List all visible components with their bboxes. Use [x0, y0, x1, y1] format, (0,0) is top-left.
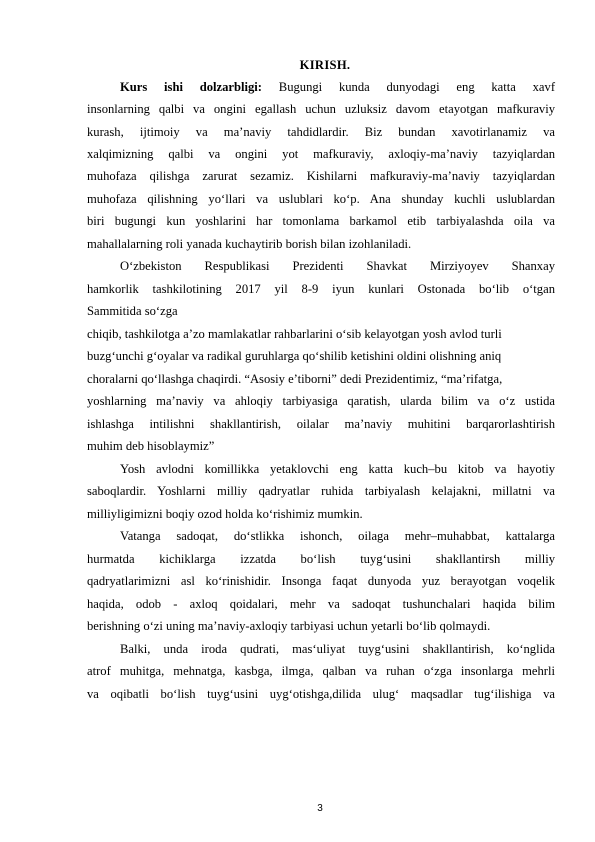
paragraph-line: atrof muhitga, mehnatga, kasbga, ilmga, qalban va ruhan o‘zga insonlarga mehrli [87, 664, 555, 678]
paragraph-line: choralarni qo‘llashga chaqirdi. “Asosiy e’tiborni” dedi Prezidentimiz, “ma’rifatga, [87, 372, 503, 386]
paragraph-line: insonlarning qalbi va ongini egallash uchun uzluksiz davom etayotgan mafkuraviy [87, 102, 555, 116]
paragraph-line: muhofaza qilishga zarurat sezamiz. Kishilarni mafkuraviy-ma’naviy tazyiqlardan [87, 169, 555, 183]
paragraph-line: muhim deb hisoblaymiz” [87, 439, 215, 453]
paragraph-line: biri bugungi kun yoshlarini har tomonlama barkamol etib tarbiyalashda oila va [87, 214, 555, 228]
paragraph-line: yoshlarning ma’naviy va ahloqiy tarbiyasiga qaratish, ularda bilim va o‘z ustida [87, 394, 555, 408]
paragraph-line: saboqlardir. Yoshlarni milliy qadryatlar ruhida tarbiyalash kelajakni, millatni va [87, 484, 555, 498]
section-title: KIRISH. [299, 58, 351, 72]
paragraph-line: muhofaza qilishning yo‘llari va uslublari ko‘p. Ana shunday kuchli uslublardan [87, 192, 555, 206]
paragraph-line: berishning o‘zi uning ma’naviy-axloqiy tarbiyasi uchun yetarli bo‘lib qolmaydi. [87, 619, 491, 633]
paragraph-line: haqida, odob - axloq qoidalari, mehr va sadoqat tushunchalari haqida bilim [87, 597, 555, 611]
paragraph-line: qadryatlarimizni asl ko‘rinishidir. Insonga faqat dunyoda yuz berayotgan voqelik [87, 574, 555, 588]
paragraph-line: buzg‘unchi g‘oyalar va radikal guruhlarga qo‘shilib ketishini oldini olishning aniq [87, 349, 502, 363]
paragraph-line: chiqib, tashkilotga a’zo mamlakatlar rahbarlarini o‘sib kelayotgan yosh avlod turli [87, 327, 502, 341]
paragraph-line: Balki, unda iroda qudrati, mas‘uliyat tuyg‘usini shakllantirish, ko‘nglida [120, 642, 555, 656]
paragraph-line: Vatanga sadoqat, do‘stlikka ishonch, oilaga mehr–muhabbat, kattalarga [120, 529, 555, 543]
paragraph-line: va oqibatli bo‘lish tuyg‘usini uyg‘otishga,dilida ulug‘ maqsadlar tug‘ilishiga va [87, 687, 555, 701]
paragraph-line: xalqimizning qalbi va ongini yot mafkuraviy, axloqiy-ma’naviy tazyiqlardan [87, 147, 555, 161]
paragraph-line: hamkorlik tashkilotining 2017 yil 8-9 iyun kunlari Ostonada bo‘lib o‘tgan [87, 282, 555, 296]
paragraph-line: O‘zbekiston Respublikasi Prezidenti Shavkat Mirziyoyev Shanxay [120, 259, 555, 273]
paragraph-line: Yosh avlodni komillikka yetaklovchi eng katta kuch–bu kitob va hayotiy [120, 462, 555, 476]
paragraph-line: ishlashga intilishni shakllantirish, oilalar ma’naviy muhitini barqarorlashtirish [87, 417, 555, 431]
paragraph-text: Bugungi kunda dunyodagi eng katta xavf [278, 80, 556, 94]
paragraph-line: mahallalarning roli yanada kuchaytirib borish bilan izohlaniladi. [87, 237, 412, 251]
paragraph-line: kurash, ijtimoiy va ma’naviy tahdidlardir. Biz bundan xavotirlanamiz va [87, 125, 555, 139]
paragraph-line [120, 79, 555, 95]
paragraph-line: hurmatda kichiklarga izzatda bo‘lish tuyg‘usini shakllantirsh milliy [87, 552, 555, 566]
paragraph-line: milliyligimizni boqiy ozod holda ko‘rishimiz mumkin. [87, 507, 363, 521]
paragraph-line: Sammitida so‘zga [87, 304, 178, 318]
page-number: 3 [317, 803, 323, 814]
relevance-label: Kurs ishi dolzarbligi: [120, 80, 263, 94]
